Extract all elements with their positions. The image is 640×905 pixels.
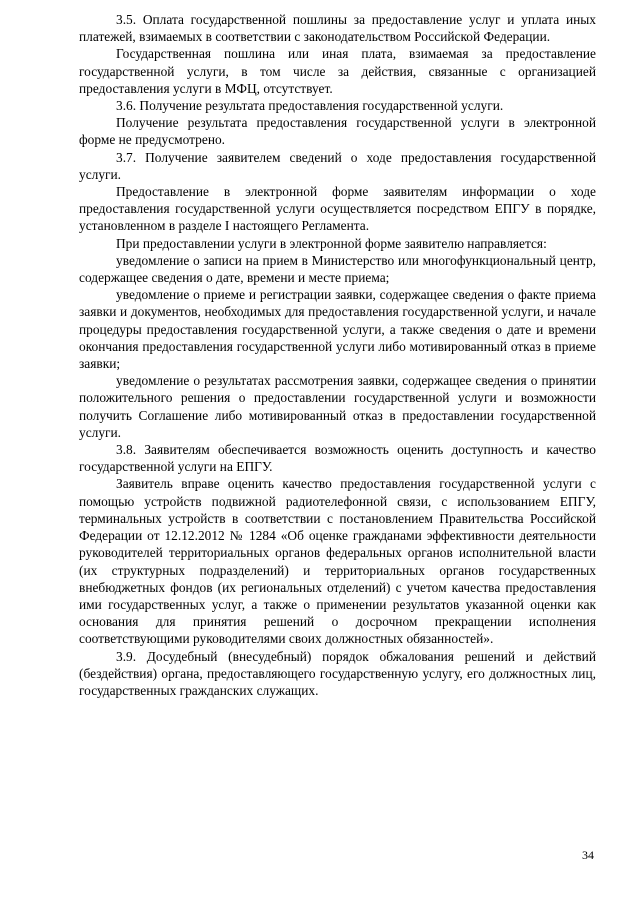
paragraph-info: Предоставление в электронной форме заявителям информации о ходе предоставления государственной услуги осуществляется посредством ЕПГУ в порядке, установленном в разделе I настоящего Регламента. — [79, 184, 596, 234]
paragraph-3-5: 3.5. Оплата государственной пошлины за предоставление услуг и уплата иных платежей, взимаемых в соответствии с законодательством Российской Федерации. — [79, 12, 596, 45]
paragraph-fee: Государственная пошлина или иная плата, взимаемая за предоставление государственной услуги, в том числе за действия, связанные с организацией предоставления услуги в МФЦ, отсутствует. — [79, 46, 596, 96]
paragraph-notification-registration: уведомление о приеме и регистрации заявки, содержащее сведения о факте приема заявки и документов, необходимых для предоставления государственной услуги, и начале процедуры предоставления государственной услуги, а также сведения о дате и времени окончания предоставления государственной услуги либо мотивированный отказ в приеме заявки; — [79, 287, 596, 372]
paragraph-notification-appointment: уведомление о записи на прием в Министерство или многофункциональный центр, содержащее сведения о дате, времени и месте приема; — [79, 252, 596, 286]
paragraph-quality-evaluation: Заявитель вправе оценить качество предоставления государственной услуги с помощью устройств подвижной радиотелефонной связи, с использованием ЕПГУ, терминальных устройств в соответствии с постановлением Правительства Российской Федерации от 12.12.2012 № 1284 «Об оценке гражданами эффективности деятельности руководителей территориальных органов федеральных органов исполнительной власти (их структурных подразделений) и территориальных органов государственных внебюджетных фондов (их региональных отделений) с учетом качества предоставления ими государственных услуг, а также о применении результатов указанной оценки как основания для принятия решений о досрочном прекращении исполнения соответствующими руководителями своих должностных обязанностей». — [79, 476, 596, 647]
paragraph-notification-results: уведомление о результатах рассмотрения заявки, содержащее сведения о принятии положительного решения о предоставлении государственной услуги и возможности получить Соглашение либо мотивированный отказ в предоставлении государственной услуги. — [79, 373, 596, 440]
paragraph-3-9: 3.9. Досудебный (внесудебный) порядок обжалования решений и действий (бездействия) органа, предоставляющего государственную услугу, его должностных лиц, государственных гражданских служащих. — [79, 648, 596, 698]
paragraph-3-8: 3.8. Заявителям обеспечивается возможность оценить доступность и качество государственной услуги на ЕПГУ. — [79, 442, 596, 475]
paragraph-3-7: 3.7. Получение заявителем сведений о ходе предоставления государственной услуги. — [79, 149, 596, 182]
paragraph-result: Получение результата предоставления государственной услуги в электронной форме не предусмотрено. — [79, 115, 596, 148]
paragraph-3-6: 3.6. Получение результата предоставления государственной услуги. — [116, 98, 504, 114]
paragraph-notifications-intro: При предоставлении услуги в электронной форме заявителю направляется: — [116, 235, 547, 251]
page-number: 34 — [582, 848, 594, 862]
page-body — [79, 11, 596, 699]
